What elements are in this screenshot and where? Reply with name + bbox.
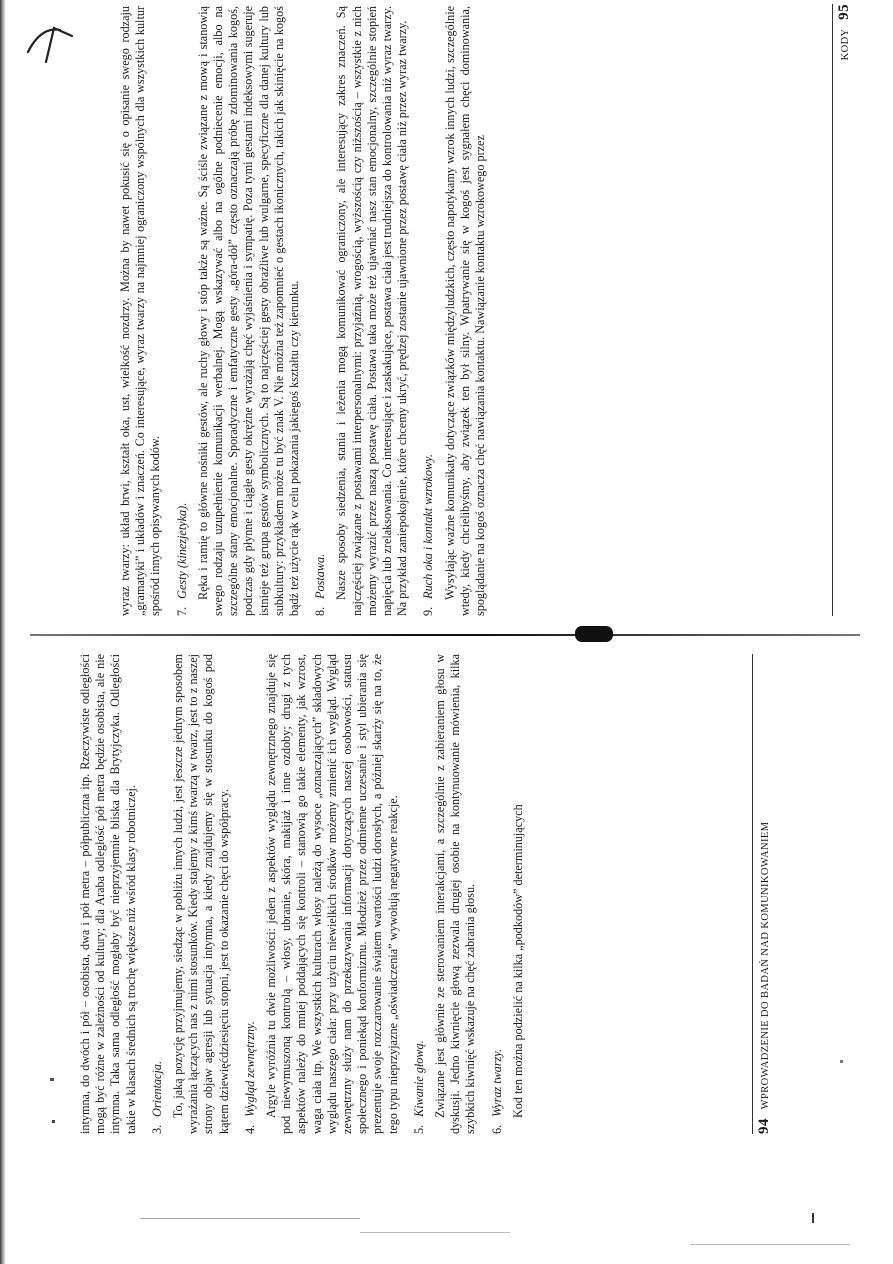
section-paragraph: Ręka i ramię to główne nośniki gestów, ale ruchy głowy i stóp także są ważne. Są ściśle związane z mową i stanowią swego rodzaju uzupełnienie komunikacji werbalnej. Mogą wskazywać albo na ogólne podniecenie emocji, albo na szczególne stany emocjonalne. Sporadyczne i emfatyczne gesty „góra-dół” często oznaczają próbę zdominowania kogoś, podczas gdy płynne i ciągłe gesty okrężne wyrażają chęć wyjaśnienia i sympatię. Poza tymi gestami indeksowymi sugeruje istnieje też grupa gestów symbolicznych. Są to najczęściej gesty obraźliwe lub wulgarne, specyficzne dla danej kultury lub subkultury: przykładem może tu być znak V. Nie można też zapomnieć o gestach ikonicznych, takich jak skinięcie na kogoś bądź też użycie rąk w celu pokazania jakiegoś kształtu czy kierunku. [195,6,302,616]
section-number: 4. [242,1124,257,1134]
section-paragraph: Wysyłając ważne komunikaty dotyczące związków międzyludzkich, często napotykamy wzrok innych ludzi, szczególnie wtedy, kiedy chcielibyśmy, aby związek ten był silny. Wpatrywanie się w kogoś jest sygnałem chęci dominowania, spoglądanie na kogoś oznacza chęć nawiązania kontaktu. Nawiązanie kontaktu wzrokowego przez [442,6,488,616]
section-number: 5. [411,1124,426,1134]
section-paragraph: To, jaką pozycję przyjmujemy, siedząc w pobliżu innych ludzi, jest jeszcze jednym sposobem wyrażania łączących nas z nimi stosunków. Kiedy stajemy z kimś twarzą w twarz, jest to z naszej strony objaw agresji lub sytuacja intymna, a kiedy znajdujemy się w stosunku do kogoś pod kątem dziewięćdziesięciu stopni, jest to okazanie chęci do współpracy. [171,654,231,1134]
section-number: 6. [489,1124,504,1134]
section-title: Wygląd zewnętrzny. [242,1021,257,1117]
running-head-text: KODY [840,28,851,61]
section-paragraph: Argyle wyróżnia tu dwie możliwości: jeden z aspektów wyglądu zewnętrznego znajduje się pod niewymuszoną kontrolą – włosy, ubranie, skóra, makijaż i inne ozdoby; drugi z tych aspektów należy do mniej poddających się kontroli – stanowią go takie elementy, jak wzrost, waga ciała itp. We wszystkich kulturach włosy należą do wysoce „oznaczających” składowych wyglądu naszego ciała: przy użyciu niewielkich środków możemy zmienić ich wygląd. Wygląd zewnętrzny służy nam do przekazywania informacji dotyczących naszej osobowości, statusu społecznego i poniekąd konformizmu. Młodzież przez odmienne uczesanie i styl ubierania się prezentuje swoje rozczarowanie światem wartości ludzi dorosłych, a później skarży się na to, że tego typu nieprzyjazne „oświadczenia” wywołują negatywne reakcje. [264,654,400,1134]
left-intro-paragraph: intymna, do dwóch i pół – osobista, dwa i pół metra – półpubliczna itp. Rzeczywiste odległości mogą być różne w zależności od kultury; dla Araba odległość pół metra będzie osobista, ale nie intymna. Taka sama odległość mogłaby być nieprzyjemnie bliska dla Brytyjczyka. Odległości takie w klasach średnich są trochę większe niż wśród klasy robotniczej. [78,654,138,1134]
section-number: 3. [149,1124,164,1134]
section-number: 7. [174,606,189,616]
right-intro-paragraph: wyraz twarzy: układ brwi, kształt oka, ust, wielkość nozdrzy. Można by nawet pokusić się o opisanie swego rodzaju „gramatyki” i układów i znaczeń. Co interesujące, wyraz twarzy na najmniej ograniczony wspólnych dla wszystkich kultur spośród innych opisywanych kodów. [118,6,163,616]
section-number: 9. [421,606,436,616]
section-title: Ruch oka i kontakt wzrokowy. [421,454,436,599]
section-paragraph: Związane jest głównie ze sterowaniem interakcjami, a szczególnie z zabieraniem głosu w dyskusji. Jedno kiwnięcie głową zezwala drugiej osobie na kontynuowanie mówienia, kilka szybkich kiwnięć wskazuje na chęć zabrania głosu. [433,654,478,1134]
section-paragraph: Nasze sposoby siedzenia, stania i leżenia mogą komunikować ograniczony, ale interesujący zakres znaczeń. Są najczęściej związane z postawami interpersonalnymi: przyjaźnią, wrogością, wyższością czy niższością – wszystkie z nich możemy wyrazić przez naszą postawę ciała. Postawa taka może też ujawniać nasz stan emocjonalny, szczególnie stopień napięcia lub zrelaksowania. Co interesujące i zaskakujące, postawa ciała jest trudniejsza do kontrolowania niż wyraz twarzy. Na przykład zaniepokojenie, które chcemy ukryć, prędzej zostanie ujawnione przez postawę ciała niż przez wyraz twarzy. [334,6,410,616]
section-number: 8. [313,606,328,616]
section-title: Orientacja. [149,1061,164,1117]
page-number: 95 [836,4,852,20]
running-head-text: WPROWADZENIE DO BADAŃ NAD KOMUNIKOWANIEM [760,821,771,1110]
section-title: Kiwanie głową. [411,1040,426,1117]
section-title: Postawa. [313,553,328,599]
section-title: Wyraz twarzy. [489,1048,504,1117]
section-paragraph: Kod ten można podzielić na kilka „podkodów” determinujących [510,804,525,1118]
section-title: Gesty (kinezjetyka). [174,502,189,599]
page-number: 94 [756,1118,772,1134]
